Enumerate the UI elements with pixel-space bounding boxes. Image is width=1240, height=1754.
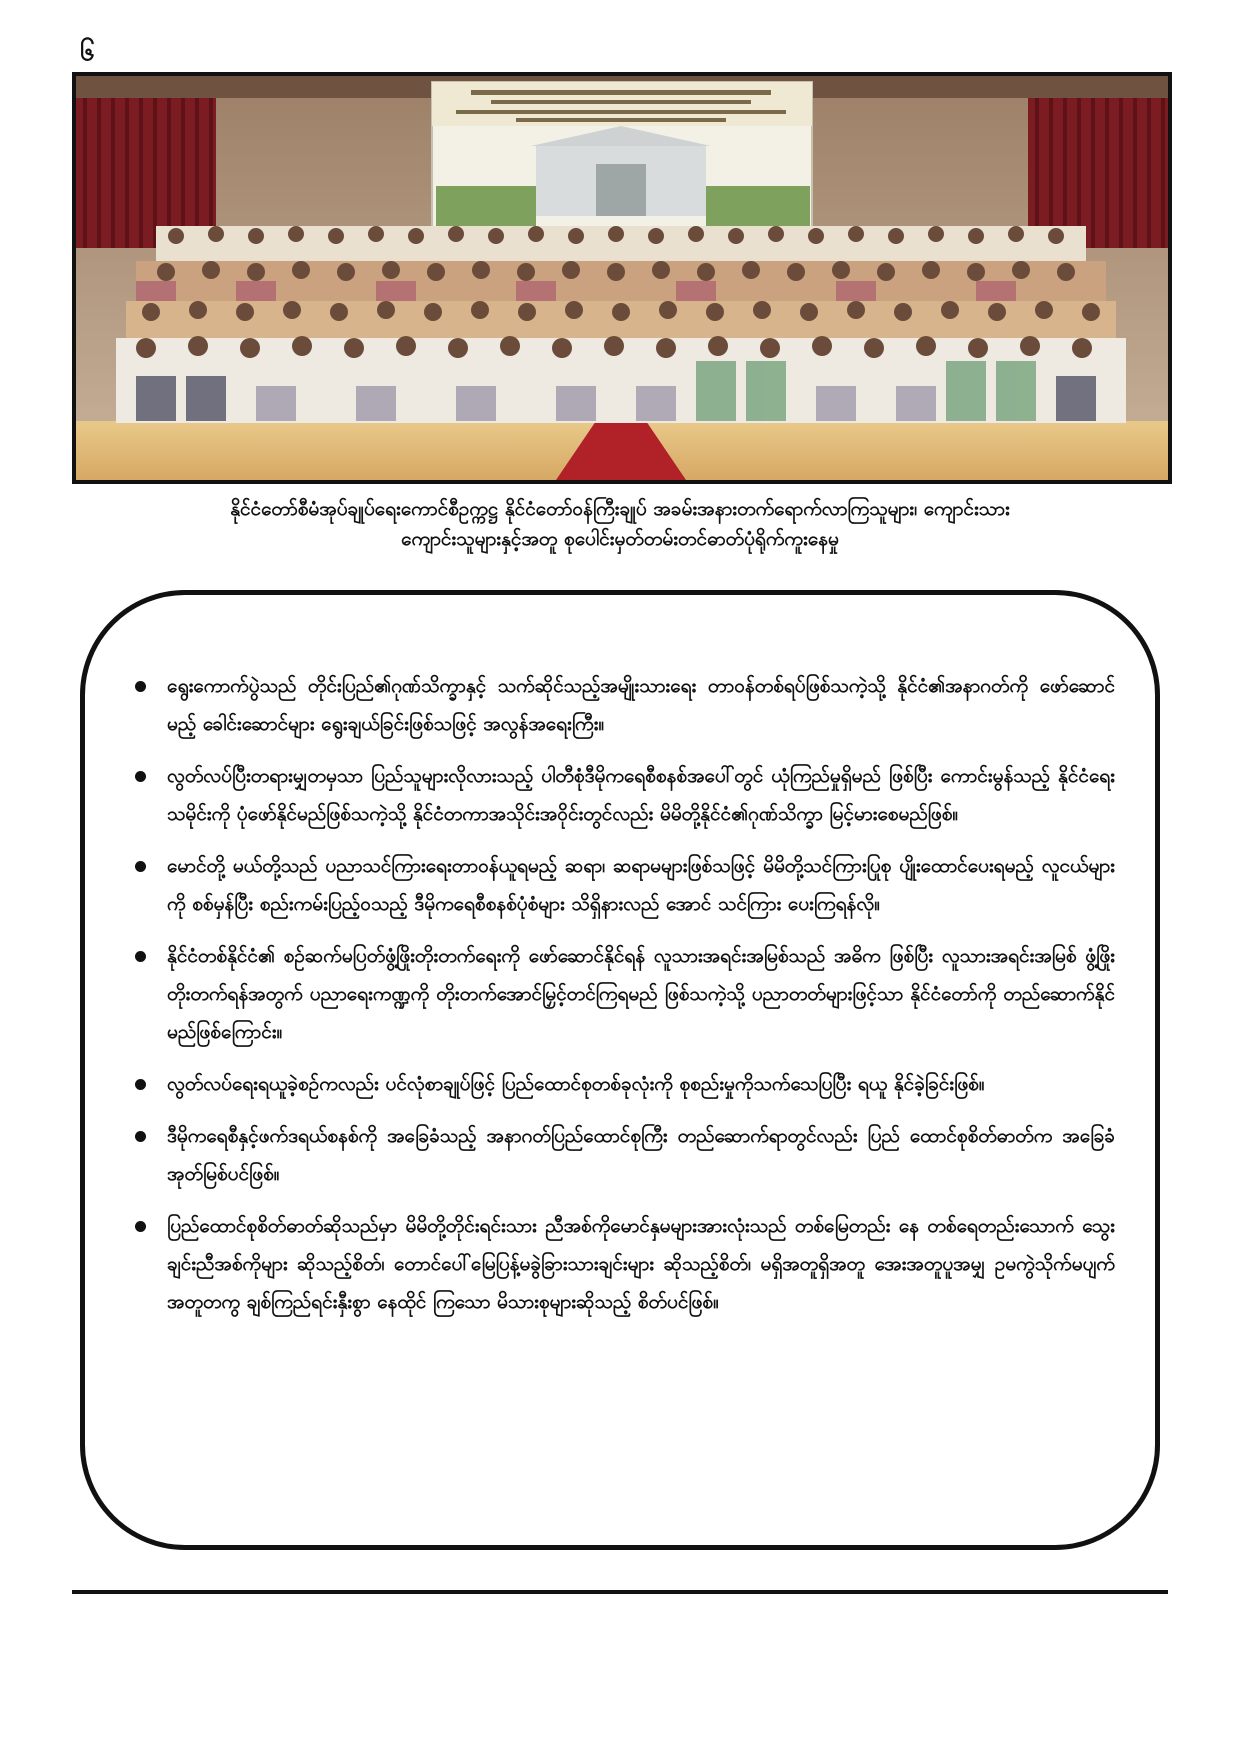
list-item: မောင်တို့ မယ်တို့သည် ပညာသင်ကြားရေးတာဝန်ယူရမည့် ဆရာ၊ ဆရာမများဖြစ်သဖြင့် မိမိတို့သင်ကြားပြုစု ပျိုးထောင်ပေးရမည့် လူငယ်များကို စစ်မှန်ပြီး စည်းကမ်းပြည့်ဝသည့် ဒီမိုကရေစီစနစ်ပုံစံများ သိရှိနားလည် အောင် သင်ကြား ပေးကြရန်လို။ [135, 847, 1115, 923]
list-item: ဒီမိုကရေစီနှင့်ဖက်ဒရယ်စနစ်ကို အခြေခံသည့် အနာဂတ်ပြည်ထောင်စုကြီး တည်ဆောက်ရာတွင်လည်း ပြည် ထောင်စုစိတ်ဓာတ်က အခြေခံအုတ်မြစ်ပင်ဖြစ်။ [135, 1117, 1115, 1193]
list-item: လွတ်လပ်ရေးရယူခဲ့စဉ်ကလည်း ပင်လုံစာချုပ်ဖြင့် ပြည်ထောင်စုတစ်ခုလုံးကို စုစည်းမှုကိုသက်သေပြပြီး ရယူ နိုင်ခဲ့ခြင်းဖြစ်။ [135, 1065, 1115, 1103]
bullet-icon [135, 681, 146, 692]
list-item: နိုင်ငံတစ်နိုင်ငံ၏ စဉ်ဆက်မပြတ်ဖွံ့ဖြိုးတိုးတက်ရေးကို ဖော်ဆောင်နိုင်ရန် လူသားအရင်းအမြစ်သည် အဓိက ဖြစ်ပြီး လူသားအရင်းအမြစ် ဖွံ့ဖြိုးတိုးတက်ရန်အတွက် ပညာရေးကဏ္ဍကို တိုးတက်အောင်မြှင့်တင်ကြရမည် ဖြစ်သကဲ့သို့ ပညာတတ်များဖြင့်သာ နိုင်ငံတော်ကို တည်ဆောက်နိုင်မည်ဖြစ်ကြောင်း။ [135, 937, 1115, 1051]
bullet-icon [135, 1131, 146, 1142]
list-item: ပြည်ထောင်စုစိတ်ဓာတ်ဆိုသည်မှာ မိမိတို့တိုင်းရင်းသား ညီအစ်ကိုမောင်နှမများအားလုံးသည် တစ်မြေတည်း နေ တစ်ရေတည်းသောက် သွေးချင်းညီအစ်ကိုများ ဆိုသည့်စိတ်၊ တောင်ပေါ်မြေပြန့်မခွဲခြားသားချင်းများ ဆိုသည့်စိတ်၊ မရှိအတူရှိအတူ အေးအတူပူအမျှ ဥမကွဲသိုက်မပျက်အတူတကွ ချစ်ကြည်ရင်းနှီးစွာ နေထိုင် ကြသော မိသားစုများဆိုသည့် စိတ်ပင်ဖြစ်။ [135, 1207, 1115, 1321]
bullet-icon [135, 861, 146, 872]
list-item: ရွေးကောက်ပွဲသည် တိုင်းပြည်၏ဂုဏ်သိက္ခာနှင့် သက်ဆိုင်သည့်အမျိုးသားရေး တာဝန်တစ်ရပ်ဖြစ်သကဲ့သို့ နိုင်ငံ၏အနာဂတ်ကို ဖော်ဆောင်မည့် ခေါင်းဆောင်များ ရွေးချယ်ခြင်းဖြစ်သဖြင့် အလွန်အရေးကြီး။ [135, 667, 1115, 743]
page-number: ၆ [80, 37, 95, 67]
bullet-icon [135, 951, 146, 962]
bottom-divider [72, 1590, 1168, 1594]
list-item: လွတ်လပ်ပြီးတရားမျှတမှသာ ပြည်သူများလိုလားသည့် ပါတီစုံဒီမိုကရေစီစနစ်အပေါ်တွင် ယုံကြည်မှုရှိမည် ဖြစ်ပြီး ကောင်းမွန်သည့် နိုင်ငံရေးသမိုင်းကို ပုံဖော်နိုင်မည်ဖြစ်သကဲ့သို့ နိုင်ငံတကာအသိုင်းအဝိုင်းတွင်လည်း မိမိတို့နိုင်ငံ၏ဂုဏ်သိက္ခာ မြင့်မားစေမည်ဖြစ်။ [135, 757, 1115, 833]
bullet-icon [135, 771, 146, 782]
bullet-icon [135, 1079, 146, 1090]
photo-caption [100, 494, 1140, 554]
group-photo [72, 72, 1172, 484]
bullet-list [135, 667, 1115, 1335]
caption-line-1: နိုင်ငံတော်စီမံအုပ်ချုပ်ရေးကောင်စီဥက္ကဋ္ဌ နိုင်ငံတော်ဝန်ကြီးချုပ် အခမ်းအနားတက်ရောက်လာကြသူများ၊ ကျောင်းသား [230, 498, 1010, 520]
caption-line-2: ကျောင်းသူများနှင့်အတူ စုပေါင်းမှတ်တမ်းတင်ဓာတ်ပုံရိုက်ကူးနေမှု [401, 528, 839, 550]
people-crowd [116, 226, 1126, 423]
bullet-icon [135, 1221, 146, 1232]
group-photo-image [76, 76, 1168, 480]
key-points-box [80, 590, 1160, 1550]
